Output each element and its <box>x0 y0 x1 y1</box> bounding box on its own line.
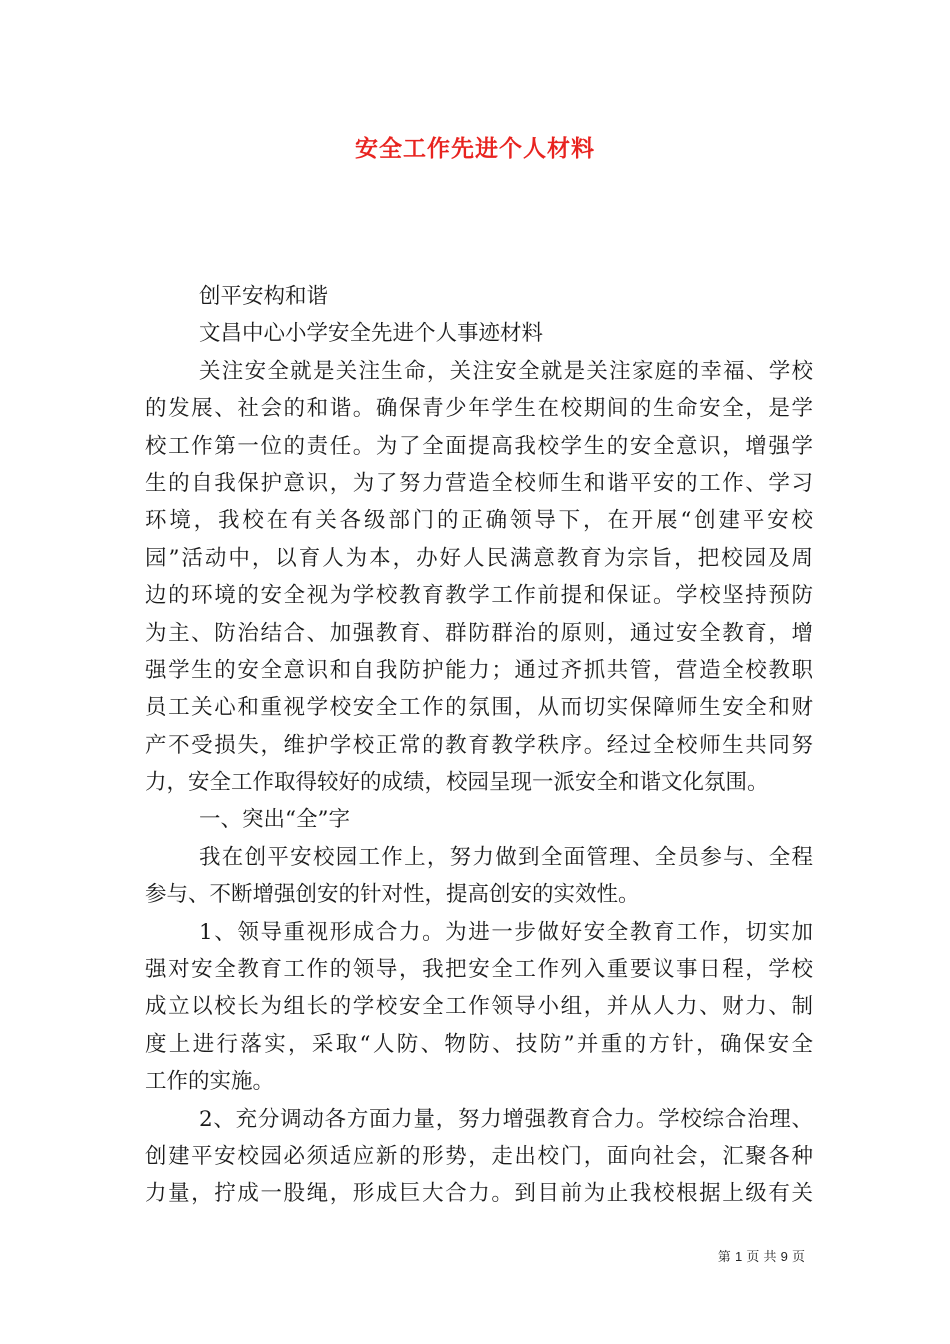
text-line: 参与、不断增强创安的针对性，提高创安的实效性。 <box>145 882 640 908</box>
text-line: 力，安全工作取得较好的成绩，校园呈现一派安全和谐文化氛围。 <box>145 770 769 796</box>
text-line: 边的环境的安全视为学校教育教学工作前提和保证。学校坚持预防 <box>145 583 813 609</box>
text-line: 创平安构和谐 <box>199 284 329 309</box>
footer-middle: 页 共 <box>746 1250 777 1265</box>
text-line: 强对安全教育工作的领导，我把安全工作列入重要议事日程，学校 <box>145 957 813 983</box>
text-line: 环境，我校在有关各级部门的正确领导下，在开展“创建平安校 <box>145 508 813 534</box>
text-line: 关注安全就是关注生命，关注安全就是关注家庭的幸福、学校 <box>199 358 813 384</box>
text-line: 工作的实施。 <box>145 1069 275 1095</box>
page-footer <box>718 1246 805 1265</box>
text-line: 度上进行落实，采取“人防、物防、技防”并重的方针，确保安全 <box>145 1031 813 1057</box>
text-line: 园”活动中，以育人为本，办好人民满意教育为宗旨，把校园及周 <box>145 545 813 571</box>
footer-prefix: 第 <box>717 1250 731 1265</box>
text-line: 产不受损失，维护学校正常的教育教学秩序。经过全校师生共同努 <box>145 732 813 758</box>
text-line: 生的自我保护意识，为了努力营造全校师生和谐平安的工作、学习 <box>145 470 813 496</box>
text-line: 校工作第一位的责任。为了全面提高我校学生的安全意识，增强学 <box>145 433 813 459</box>
footer-total-pages: 9 <box>780 1249 788 1264</box>
text-line: 员工关心和重视学校安全工作的氛围，从而切实保障师生安全和财 <box>145 695 813 721</box>
document-body <box>145 278 813 1213</box>
text-line: 创建平安校园必须适应新的形势，走出校门，面向社会，汇聚各种 <box>145 1143 813 1169</box>
document-title: 安全工作先进个人材料 <box>355 135 595 162</box>
text-line: 1、领导重视形成合力。为进一步做好安全教育工作，切实加 <box>199 919 813 945</box>
text-line: 一、突出“全”字 <box>199 807 350 833</box>
text-line: 为主、防治结合、加强教育、群防群治的原则，通过安全教育，增 <box>145 620 813 646</box>
text-line: 的发展、社会的和谐。确保青少年学生在校期间的生命安全，是学 <box>145 396 813 422</box>
text-line: 我在创平安校园工作上，努力做到全面管理、全员参与、全程 <box>199 844 813 870</box>
text-line: 成立以校长为组长的学校安全工作领导小组，并从人力、财力、制 <box>145 994 813 1020</box>
footer-suffix: 页 <box>791 1250 805 1265</box>
text-line: 力量，拧成一股绳，形成巨大合力。到目前为止我校根据上级有关 <box>145 1181 813 1207</box>
text-line: 2、充分调动各方面力量，努力增强教育合力。学校综合治理、 <box>199 1106 813 1132</box>
text-line: 文昌中心小学安全先进个人事迹材料 <box>199 321 544 347</box>
text-line: 强学生的安全意识和自我防护能力；通过齐抓共管，营造全校教职 <box>145 657 813 683</box>
footer-page-number: 1 <box>734 1249 743 1264</box>
